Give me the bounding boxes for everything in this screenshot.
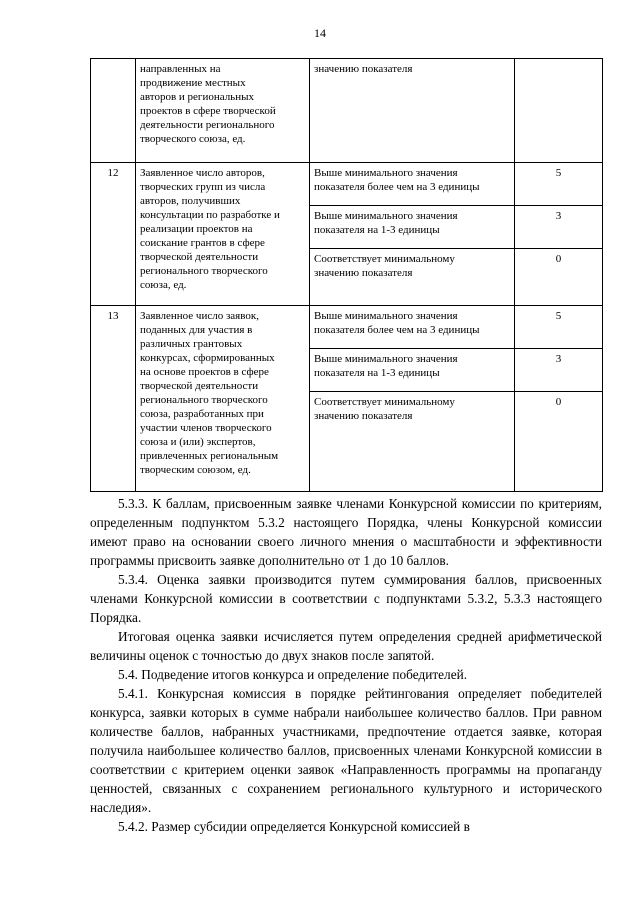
description-text: Выше минимального значения показателя на 1-3 единицы (314, 353, 458, 379)
paragraph-5-4-2: 5.4.2. Размер субсидии определяется Конкурсной комиссией в (118, 819, 470, 834)
criterion-text: Заявленное число заявок, поданных для участия в различных грантовых конкурсах, сформированных на основе проектов в сфере творческой деятельности регионального творческого союза, разработанных при участии членов творческого союза и (или) экспертов, привлеченных региональным творческим союзом, ед. (140, 310, 279, 476)
description-text: Соответствует минимальному значению показателя (314, 253, 455, 279)
row-number-cell (91, 306, 136, 492)
table-row (91, 59, 603, 163)
row-number: 13 (107, 310, 119, 322)
score-value: 3 (555, 353, 562, 365)
description-text: значению показателя (314, 63, 413, 75)
description-cell (310, 349, 515, 392)
criterion-text: Заявленное число авторов, творческих групп из числа авторов, получивших консультации по разработке и реализации проектов на соискание грантов в сфере творческой деятельности регионального творческого союза, ед. (140, 167, 280, 291)
paragraph-5-3-3: 5.3.3. К баллам, присвоенным заявке членами Конкурсной комиссии по критериям, определенным подпунктом 5.3.2 настоящего Порядка, члены Конкурсной комиссии имеют право на основании своего личного мнения о масштабности и эффективности программы присвоить заявке дополнительно от 1 до 10 баллов. (90, 496, 602, 568)
page-number: 14 (314, 26, 326, 40)
description-cell (310, 306, 515, 349)
criterion-cell (136, 306, 310, 492)
description-cell (310, 206, 515, 249)
paragraph-final-score: Итоговая оценка заявки исчисляется путем определения средней арифметической величины оценок с точностью до двух знаков после запятой. (90, 629, 602, 663)
description-cell (310, 249, 515, 306)
description-cell (310, 392, 515, 492)
description-text: Выше минимального значения показателя более чем на 3 единицы (314, 310, 480, 336)
score-cell (515, 249, 603, 306)
score-cell (515, 306, 603, 349)
criterion-text: направленных на продвижение местных авторов и региональных проектов в сфере творческой деятельности регионального творческого союза, ед. (140, 63, 276, 145)
score-value: 5 (555, 167, 562, 179)
description-text: Соответствует минимальному значению показателя (314, 396, 455, 422)
score-value: 0 (555, 396, 562, 408)
body-text (90, 494, 602, 836)
row-number: 12 (107, 167, 119, 179)
description-cell (310, 59, 515, 163)
criterion-cell (136, 163, 310, 306)
criterion-cell (136, 59, 310, 163)
score-cell (515, 163, 603, 206)
table-row (91, 306, 603, 349)
score-cell (515, 206, 603, 249)
criteria-table (90, 58, 603, 492)
description-text: Выше минимального значения показателя на 1-3 единицы (314, 210, 458, 236)
score-cell (515, 59, 603, 163)
description-text: Выше минимального значения показателя более чем на 3 единицы (314, 167, 480, 193)
score-cell (515, 392, 603, 492)
paragraph-5-4-1: 5.4.1. Конкурсная комиссия в порядке рейтингования определяет победителей конкурса, заявки которых в сумме набрали наибольшее количество баллов. При равном количестве баллов, набранных участниками, предпочтение отдается заявке, которая получила наибольшее количество баллов, присвоенных членами Конкурсной комиссии в соответствии с критерием оценки заявок «Направленность программы на пропаганду ценностей, связанных с сохранением регионального культурного и исторического наследия». (90, 686, 602, 815)
description-cell (310, 163, 515, 206)
paragraph-5-3-4: 5.3.4. Оценка заявки производится путем суммирования баллов, присвоенных членами Конкурсной комиссии в соответствии с подпунктами 5.3.2, 5.3.3 настоящего Порядка. (90, 572, 602, 625)
score-value: 0 (555, 253, 562, 265)
paragraph-5-4: 5.4. Подведение итогов конкурса и определение победителей. (118, 667, 468, 682)
score-value: 3 (555, 210, 562, 222)
score-value: 5 (555, 310, 562, 322)
score-cell (515, 349, 603, 392)
table-row (91, 163, 603, 206)
row-number-cell (91, 163, 136, 306)
row-number-cell (91, 59, 136, 163)
